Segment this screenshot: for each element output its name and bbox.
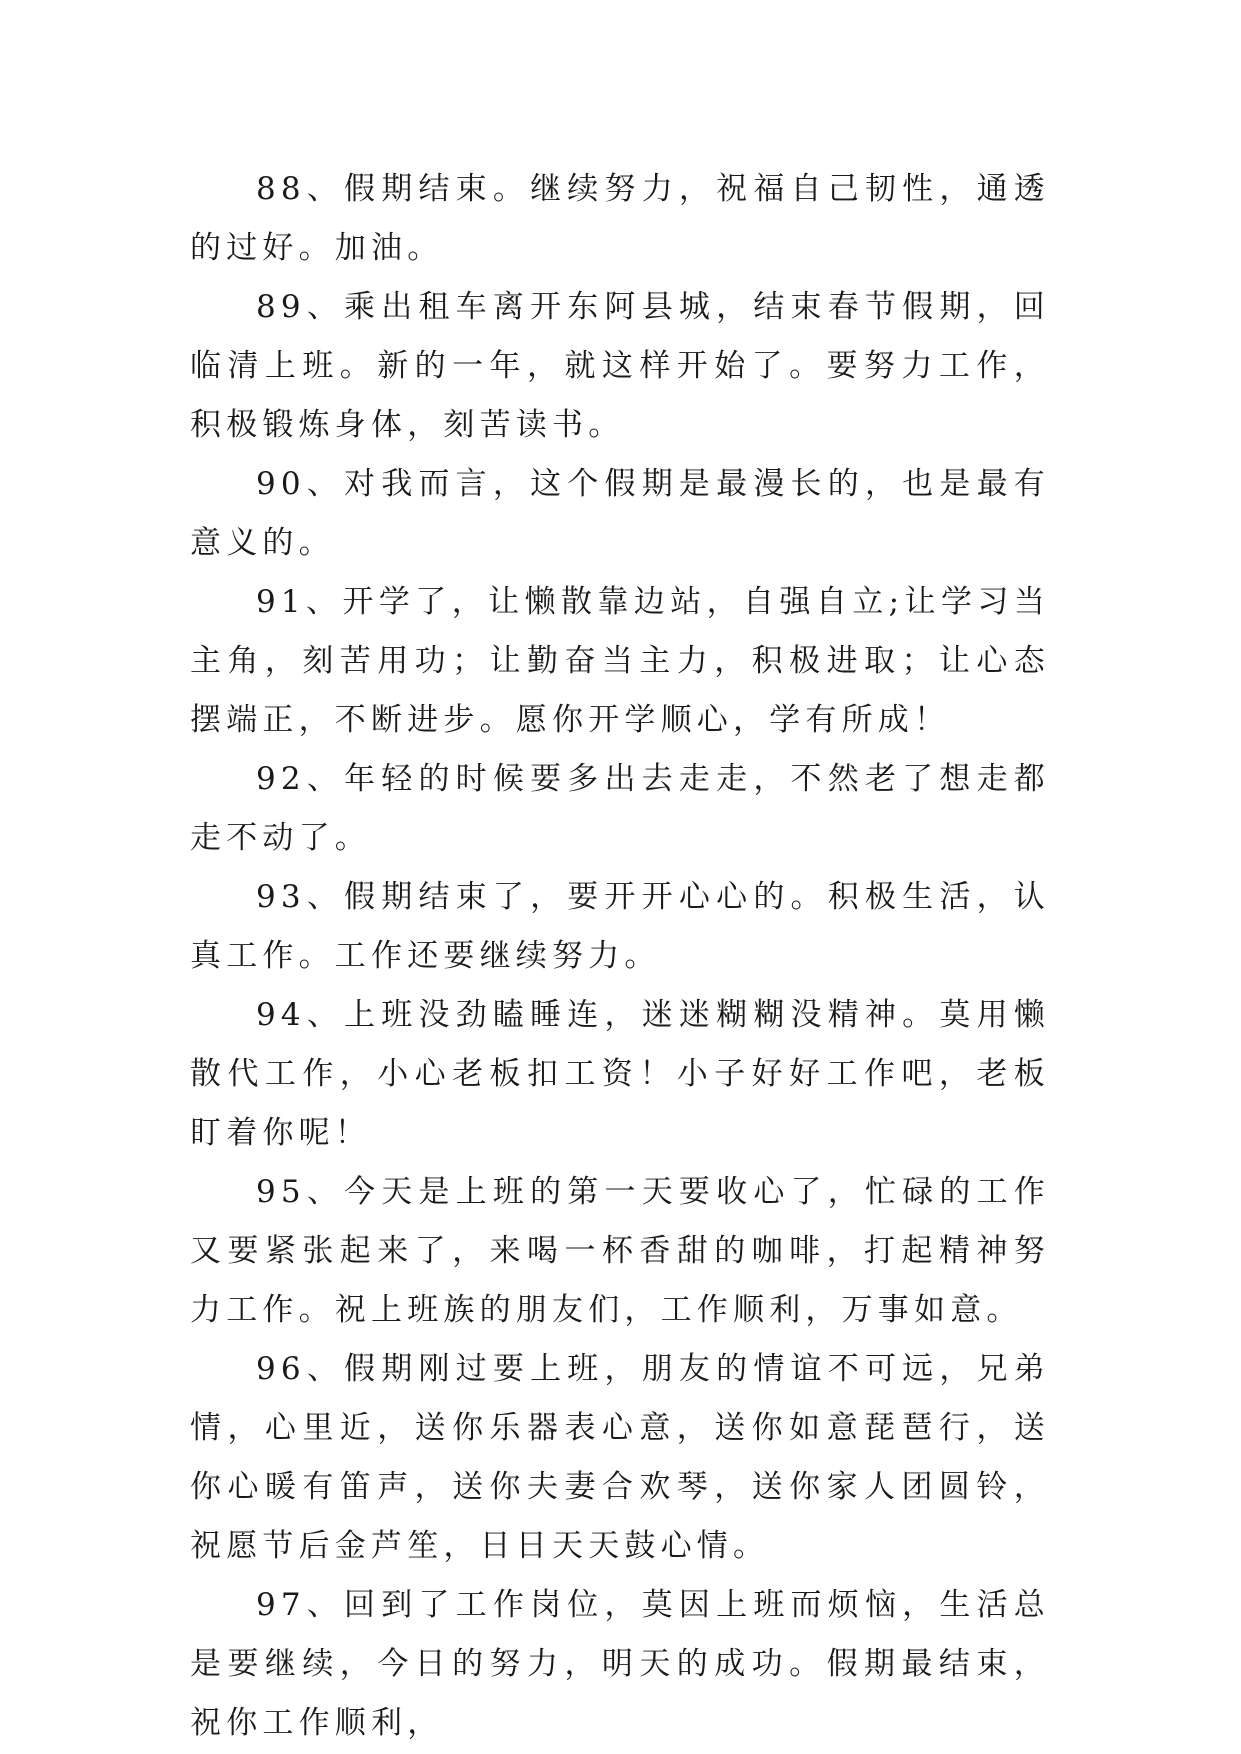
paragraph-89: 89、乘出租车离开东阿县城，结束春节假期，回临清上班。新的一年，就这样开始了。要努力工作，积极锻炼身体，刻苦读书。 [190, 289, 1050, 443]
document-page [190, 160, 1050, 1753]
paragraph-95: 95、今天是上班的第一天要收心了，忙碌的工作又要紧张起来了，来喝一杯香甜的咖啡，打起精神努力工作。祝上班族的朋友们，工作顺利，万事如意。 [190, 1174, 1050, 1328]
paragraph-94: 94、上班没劲瞌睡连，迷迷糊糊没精神。莫用懒散代工作，小心老板扣工资！小子好好工作吧，老板盯着你呢！ [190, 997, 1050, 1151]
paragraph-96: 96、假期刚过要上班，朋友的情谊不可远，兄弟情，心里近，送你乐器表心意，送你如意琵琶行，送你心暖有笛声，送你夫妻合欢琴，送你家人团圆铃，祝愿节后金芦笙，日日天天鼓心情。 [190, 1351, 1050, 1564]
paragraph-91: 91、开学了，让懒散靠边站，自强自立;让学习当主角，刻苦用功；让勤奋当主力，积极进取；让心态摆端正，不断进步。愿你开学顺心，学有所成！ [190, 584, 1050, 738]
paragraph-88: 88、假期结束。继续努力，祝福自己韧性，通透的过好。加油。 [190, 171, 1050, 266]
paragraph-90: 90、对我而言，这个假期是最漫长的，也是最有意义的。 [190, 466, 1050, 561]
paragraph-97: 97、回到了工作岗位，莫因上班而烦恼，生活总是要继续，今日的努力，明天的成功。假期最结束，祝你工作顺利， [190, 1587, 1050, 1741]
paragraph-93: 93、假期结束了，要开开心心的。积极生活，认真工作。工作还要继续努力。 [190, 879, 1050, 974]
paragraph-92: 92、年轻的时候要多出去走走，不然老了想走都走不动了。 [190, 761, 1050, 856]
